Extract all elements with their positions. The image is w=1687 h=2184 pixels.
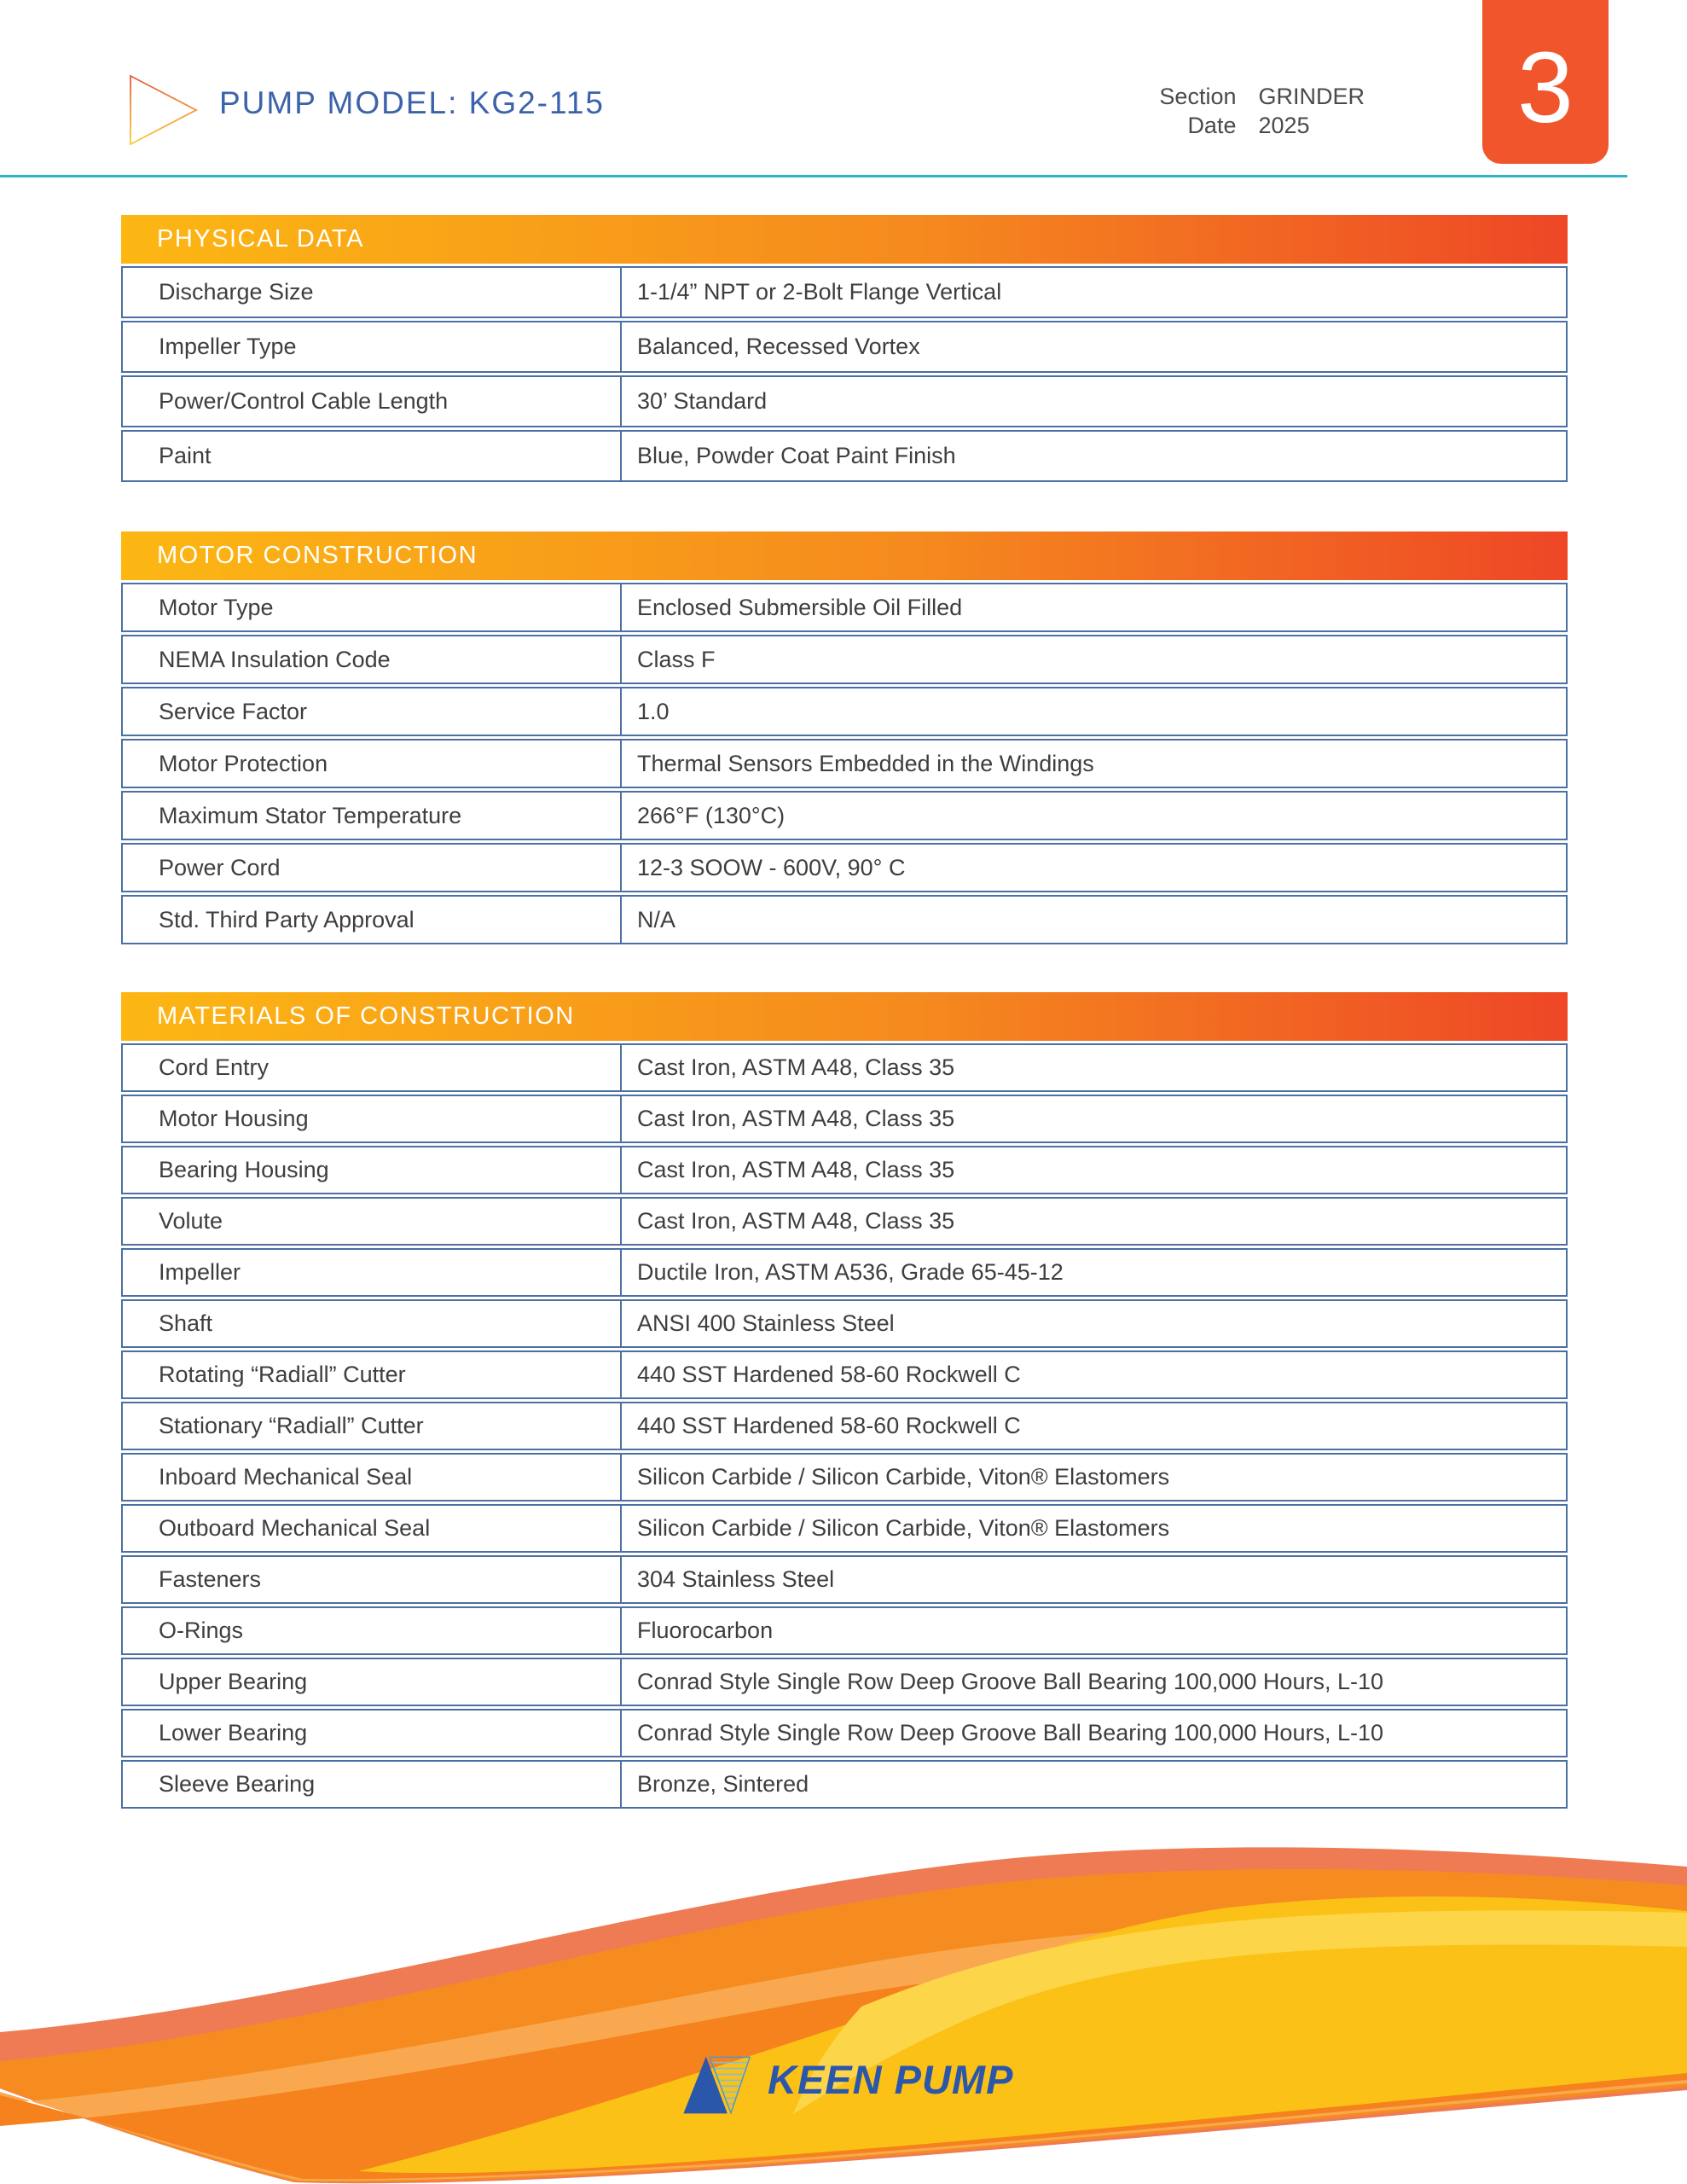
table-row [121,739,1568,788]
row-value: 30’ Standard [637,388,768,414]
row-label: Maximum Stator Temperature [123,793,622,839]
row-value: 266°F (130°C) [637,802,786,828]
row-label: Outboard Mechanical Seal [123,1506,622,1551]
row-value: Enclosed Submersible Oil Filled [637,594,963,620]
row-value: 12-3 SOOW - 600V, 90° C [637,854,906,880]
row-label: Rotating “Radiall” Cutter [123,1352,622,1397]
spec-table [121,992,1568,1809]
row-label: Power/Control Cable Length [123,377,622,426]
row-label: Impeller [123,1250,622,1295]
row-label: Stationary “Radiall” Cutter [123,1403,622,1449]
row-value: Bronze, Sintered [637,1771,809,1797]
table-row [121,375,1568,427]
row-value: Thermal Sensors Embedded in the Windings [637,750,1094,776]
row-label: Lower Bearing [123,1711,622,1756]
row-label: Discharge Size [123,268,622,317]
table-row [121,1043,1568,1092]
date-value: 2025 [1258,113,1310,138]
spec-table [121,531,1568,944]
header-meta [1159,84,1365,138]
row-label: O-Rings [123,1608,622,1653]
row-value: Silicon Carbide / Silicon Carbide, Viton® Elastomers [637,1464,1170,1490]
table-row [121,1402,1568,1450]
page-number-badge: 3 [1482,0,1609,164]
row-value: 440 SST Hardened 58-60 Rockwell C [637,1362,1021,1387]
row-value: 1.0 [637,698,670,724]
row-value: Fluorocarbon [637,1618,774,1643]
table-row [121,1658,1568,1706]
table-row [121,1606,1568,1655]
table-row [121,1709,1568,1757]
row-value: Blue, Powder Coat Paint Finish [637,443,956,468]
row-label: Motor Type [123,584,622,630]
row-label: Motor Protection [123,741,622,787]
row-value: N/A [637,906,676,932]
row-label: Std. Third Party Approval [123,897,622,943]
keen-pump-triangles-icon [682,2055,752,2115]
row-value: Cast Iron, ASTM A48, Class 35 [637,1157,955,1182]
row-label: Motor Housing [123,1096,622,1141]
table-row [121,1760,1568,1809]
row-label: Service Factor [123,688,622,735]
table-row [121,1197,1568,1246]
row-label: Power Cord [123,845,622,891]
table-row [121,321,1568,373]
table-title: MATERIALS OF CONSTRUCTION [121,992,1568,1041]
table-row [121,843,1568,892]
row-label: NEMA Insulation Code [123,636,622,682]
table-row [121,266,1568,318]
row-value: Cast Iron, ASTM A48, Class 35 [637,1208,955,1234]
row-label: Volute [123,1199,622,1244]
row-label: Sleeve Bearing [123,1762,622,1807]
table-row [121,1453,1568,1502]
row-value: Conrad Style Single Row Deep Groove Ball Bearing 100,000 Hours, L-10 [637,1669,1383,1694]
row-label: Inboard Mechanical Seal [123,1455,622,1500]
table-row [121,1299,1568,1348]
page-title: PUMP MODEL: KG2-115 [219,85,605,120]
row-label: Upper Bearing [123,1659,622,1705]
table-row [121,1504,1568,1553]
table-row [121,583,1568,632]
row-value: Ductile Iron, ASTM A536, Grade 65-45-12 [637,1259,1064,1285]
section-value: GRINDER [1258,84,1365,109]
table-row [121,791,1568,840]
row-value: Balanced, Recessed Vortex [637,334,920,359]
date-label: Date [1187,113,1237,138]
row-value: 440 SST Hardened 58-60 Rockwell C [637,1413,1021,1438]
table-row [121,1350,1568,1399]
row-value: ANSI 400 Stainless Steel [637,1310,895,1336]
row-label: Cord Entry [123,1045,622,1090]
row-value: 304 Stainless Steel [637,1566,835,1592]
row-value: Class F [637,646,716,672]
table-row [121,1555,1568,1604]
table-title: PHYSICAL DATA [121,215,1568,264]
table-row [121,687,1568,736]
page-header [0,0,1687,176]
footer-brand [682,2054,1013,2116]
row-value: Conrad Style Single Row Deep Groove Ball Bearing 100,000 Hours, L-10 [637,1720,1383,1745]
table-row [121,1146,1568,1194]
section-label: Section [1159,84,1237,109]
striped-triangle-icon [128,73,200,147]
row-value: Silicon Carbide / Silicon Carbide, Viton® Elastomers [637,1515,1170,1541]
row-label: Fasteners [123,1557,622,1602]
table-row [121,430,1568,482]
spec-table [121,215,1568,482]
header-divider [0,175,1627,177]
row-label: Shaft [123,1301,622,1346]
row-value: 1-1/4” NPT or 2-Bolt Flange Vertical [637,279,1002,305]
row-label: Paint [123,432,622,480]
footer-wave-graphic [0,1817,1687,2184]
row-value: Cast Iron, ASTM A48, Class 35 [637,1054,955,1080]
table-row [121,635,1568,684]
brand-name: KEEN PUMP [768,2056,1014,2102]
row-label: Bearing Housing [123,1147,622,1193]
row-value: Cast Iron, ASTM A48, Class 35 [637,1106,955,1131]
table-row [121,1248,1568,1297]
table-row [121,1095,1568,1143]
table-row [121,895,1568,944]
table-title: MOTOR CONSTRUCTION [121,531,1568,580]
row-label: Impeller Type [123,322,622,371]
